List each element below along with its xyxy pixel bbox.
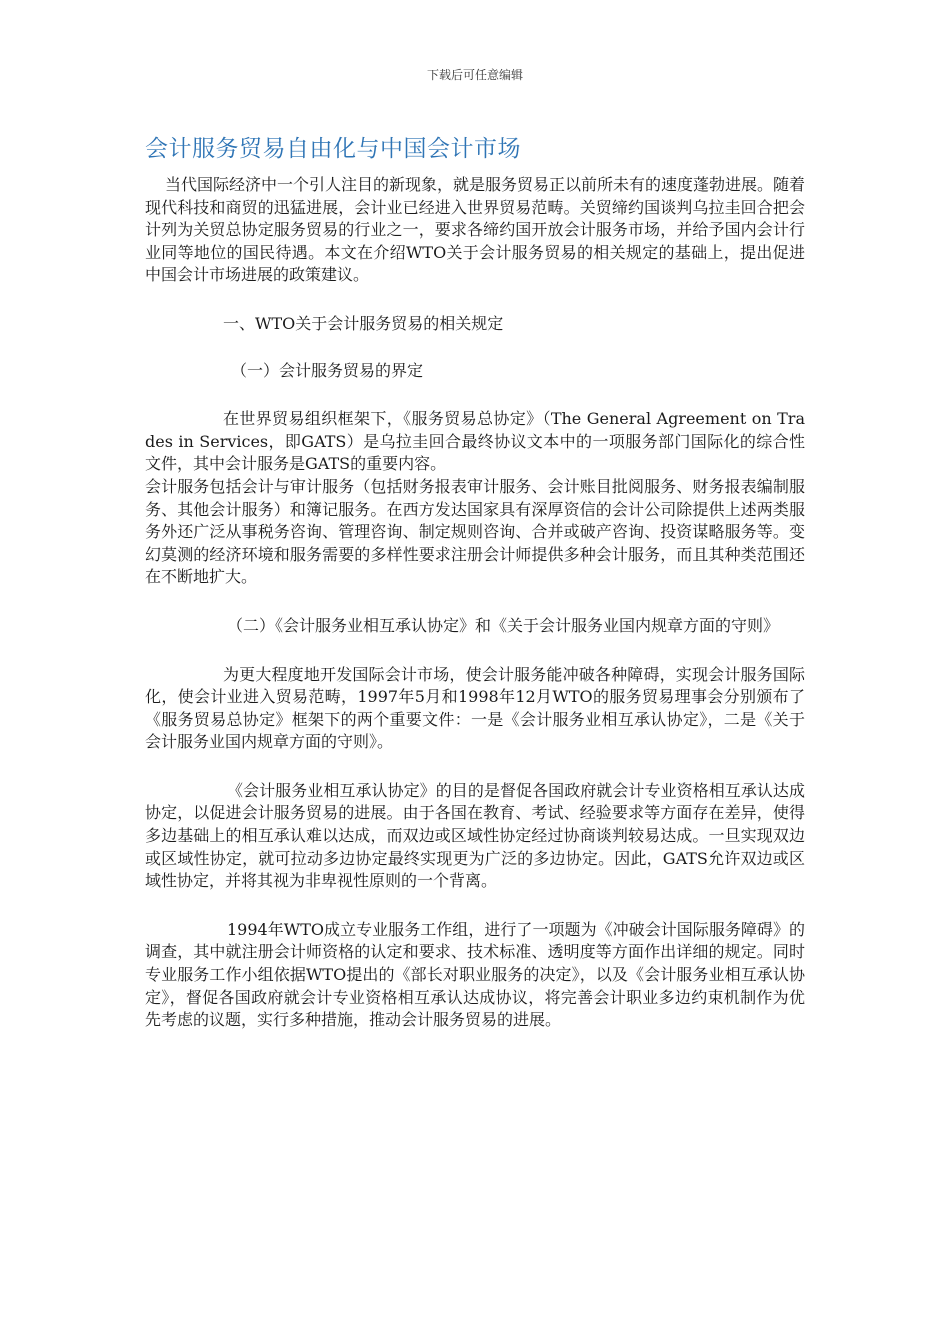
subsection-1-paragraph-2: 会计服务包括会计与审计服务（包括财务报表审计服务、会计账目批阅服务、财务报表编制服务、其他会计服务）和簿记服务。在西方发达国家具有深厚资信的会计公司除提供上述两类服务外还广泛从事税务咨询、管理咨询、制定规则咨询、合并或破产咨询、投资谋略服务等。变幻莫测的经济环境和服务需要的多样性要求注册会计师提供多种会计服务，而且其种类范围还在不断地扩大。 xyxy=(145,476,805,587)
subsection-2-heading: （二）《会计服务业相互承认协定》和《关于会计服务业国内规章方面的守则》 xyxy=(227,615,780,635)
subsection-2-paragraph-2: 《会计服务业相互承认协定》的目的是督促各国政府就会计专业资格相互承认达成协定，以促进会计服务贸易的进展。由于各国在教育、考试、经验要求等方面存在差异，使得多边基础上的相互承认难以达成，而双边或区域性协定经过协商谈判较易达成。一旦实现双边或区域性协定，就可拉动多边协定最终实现更为广泛的多边协定。因此，GATS允许双边或区域性协定，并将其视为非卑视性原则的一个背离。 xyxy=(145,780,805,891)
page-header-note: 下载后可任意编辑 xyxy=(426,68,523,82)
subsection-2-paragraph-1: 为更大程度地开发国际会计市场，使会计服务能冲破各种障碍，实现会计服务国际化，使会计业进入贸易范畴，1997年5月和1998年12月WTO的服务贸易理事会分别颁布了《服务贸易总协定》框架下的两个重要文件：一是《会计服务业相互承认协定》，二是《关于会计服务业国内规章方面的守则》。 xyxy=(145,664,805,752)
intro-paragraph: 当代国际经济中一个引人注目的新现象，就是服务贸易正以前所未有的速度蓬勃进展。随着现代科技和商贸的迅猛进展，会计业已经进入世界贸易范畴。关贸缔约国谈判乌拉圭回合把会计列为关贸总协定服务贸易的行业之一，要求各缔约国开放会计服务市场，并给予国内会计行业同等地位的国民待遇。本文在介绍WTO关于会计服务贸易的相关规定的基础上，提出促进中国会计市场进展的政策建议。 xyxy=(145,175,806,285)
subsection-1-heading: （一）会计服务贸易的界定 xyxy=(231,360,424,380)
document-body xyxy=(145,132,805,1032)
subsection-2-paragraph-3: 1994年WTO成立专业服务工作组，进行了一项题为《冲破会计国际服务障碍》的调查，其中就注册会计师资格的认定和要求、技术标准、透明度等方面作出详细的规定。同时专业服务工作小组依据WTO提出的《部长对职业服务的决定》，以及《会计服务业相互承认协定》，督促各国政府就会计专业资格相互承认达成协议，将完善会计职业多边约束机制作为优先考虑的议题，实行多种措施，推动会计服务贸易的进展。 xyxy=(145,919,805,1030)
section-1-heading: 一、WTO关于会计服务贸易的相关规定 xyxy=(223,313,504,333)
subsection-1-paragraph-1: 在世界贸易组织框架下，《服务贸易总协定》（The General Agreement on Trades in Services，即GATS）是乌拉圭回合最终协议文本中的一项服务部门国际化的综合性文件，其中会计服务是GATS的重要内容。 xyxy=(145,409,805,474)
document-title: 会计服务贸易自由化与中国会计市场 xyxy=(145,136,521,162)
